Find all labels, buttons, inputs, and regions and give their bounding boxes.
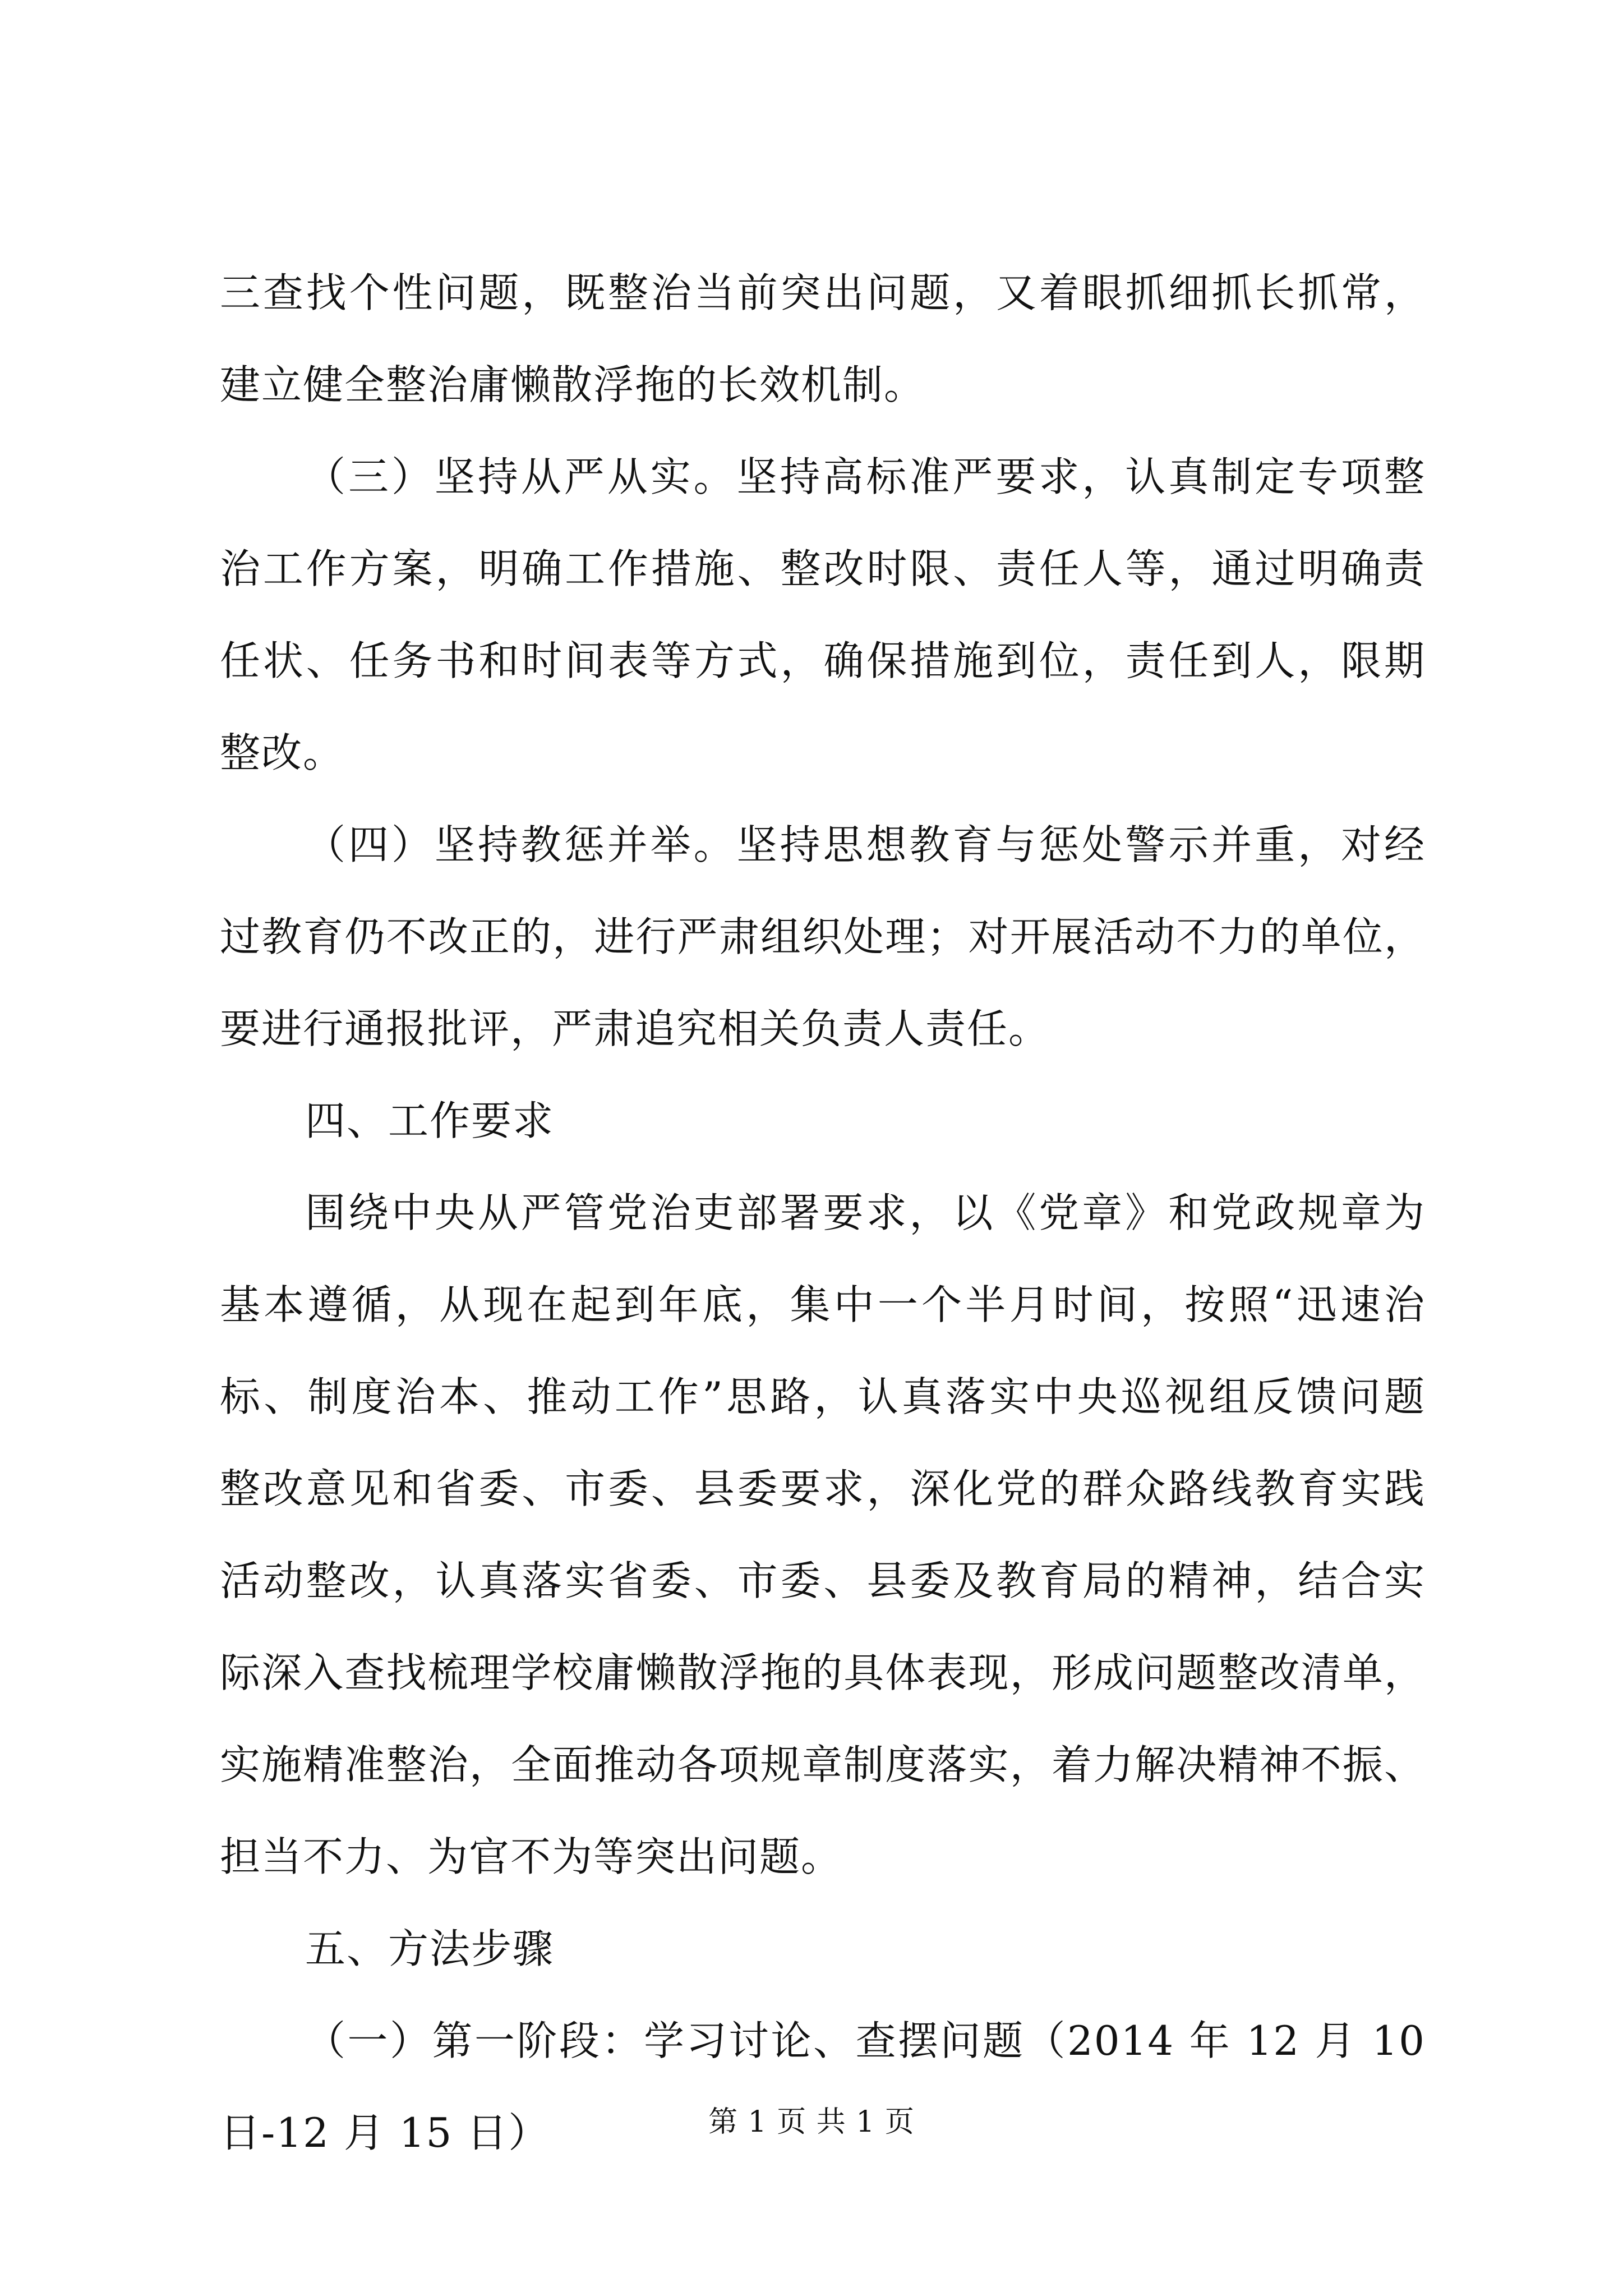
text-line: 基本遵循，从现在起到年底，集中一个半月时间，按照“迅速治: [220, 1281, 1426, 1328]
text-line: 要进行通报批评，严肃追究相关负责人责任。: [220, 1005, 1050, 1052]
text-line: （四）坚持教惩并举。坚持思想教育与惩处警示并重，对经: [305, 821, 1426, 868]
text-line: 治工作方案，明确工作措施、整改时限、责任人等，通过明确责: [220, 545, 1426, 592]
text-line: 围绕中央从严管党治吏部署要求，以《党章》和党政规章为: [305, 1189, 1426, 1236]
text-line: 五、方法步骤: [305, 1925, 555, 1972]
page-footer: 第 1 页 共 1 页: [708, 2105, 915, 2139]
document-body: [220, 247, 1426, 2179]
text-line: 四、工作要求: [305, 1097, 555, 1144]
text-line: 整改意见和省委、市委、县委要求，深化党的群众路线教育实践: [220, 1465, 1426, 1512]
text-line: 整改。: [220, 729, 345, 776]
text-line: 标、制度治本、推动工作”思路，认真落实中央巡视组反馈问题: [220, 1373, 1426, 1420]
text-line: 际深入查找梳理学校庸懒散浮拖的具体表现，形成问题整改清单，: [220, 1649, 1426, 1696]
text-line: （一）第一阶段：学习讨论、查摆问题（2014 年 12 月 10: [305, 2017, 1426, 2064]
text-line: 日-12 月 15 日）: [220, 2109, 550, 2156]
text-line: 任状、任务书和时间表等方式，确保措施到位，责任到人，限期: [220, 637, 1426, 684]
text-line: 担当不力、为官不为等突出问题。: [220, 1833, 843, 1880]
text-line: 三查找个性问题，既整治当前突出问题，又着眼抓细抓长抓常，: [220, 269, 1426, 316]
text-line: 活动整改，认真落实省委、市委、县委及教育局的精神，结合实: [220, 1557, 1426, 1604]
text-line: 实施精准整治，全面推动各项规章制度落实，着力解决精神不振、: [220, 1741, 1426, 1788]
text-line: （三）坚持从严从实。坚持高标准严要求，认真制定专项整: [305, 453, 1426, 500]
text-line: 过教育仍不改正的，进行严肃组织处理；对开展活动不力的单位，: [220, 913, 1426, 960]
text-line: 建立健全整治庸懒散浮拖的长效机制。: [220, 361, 926, 408]
